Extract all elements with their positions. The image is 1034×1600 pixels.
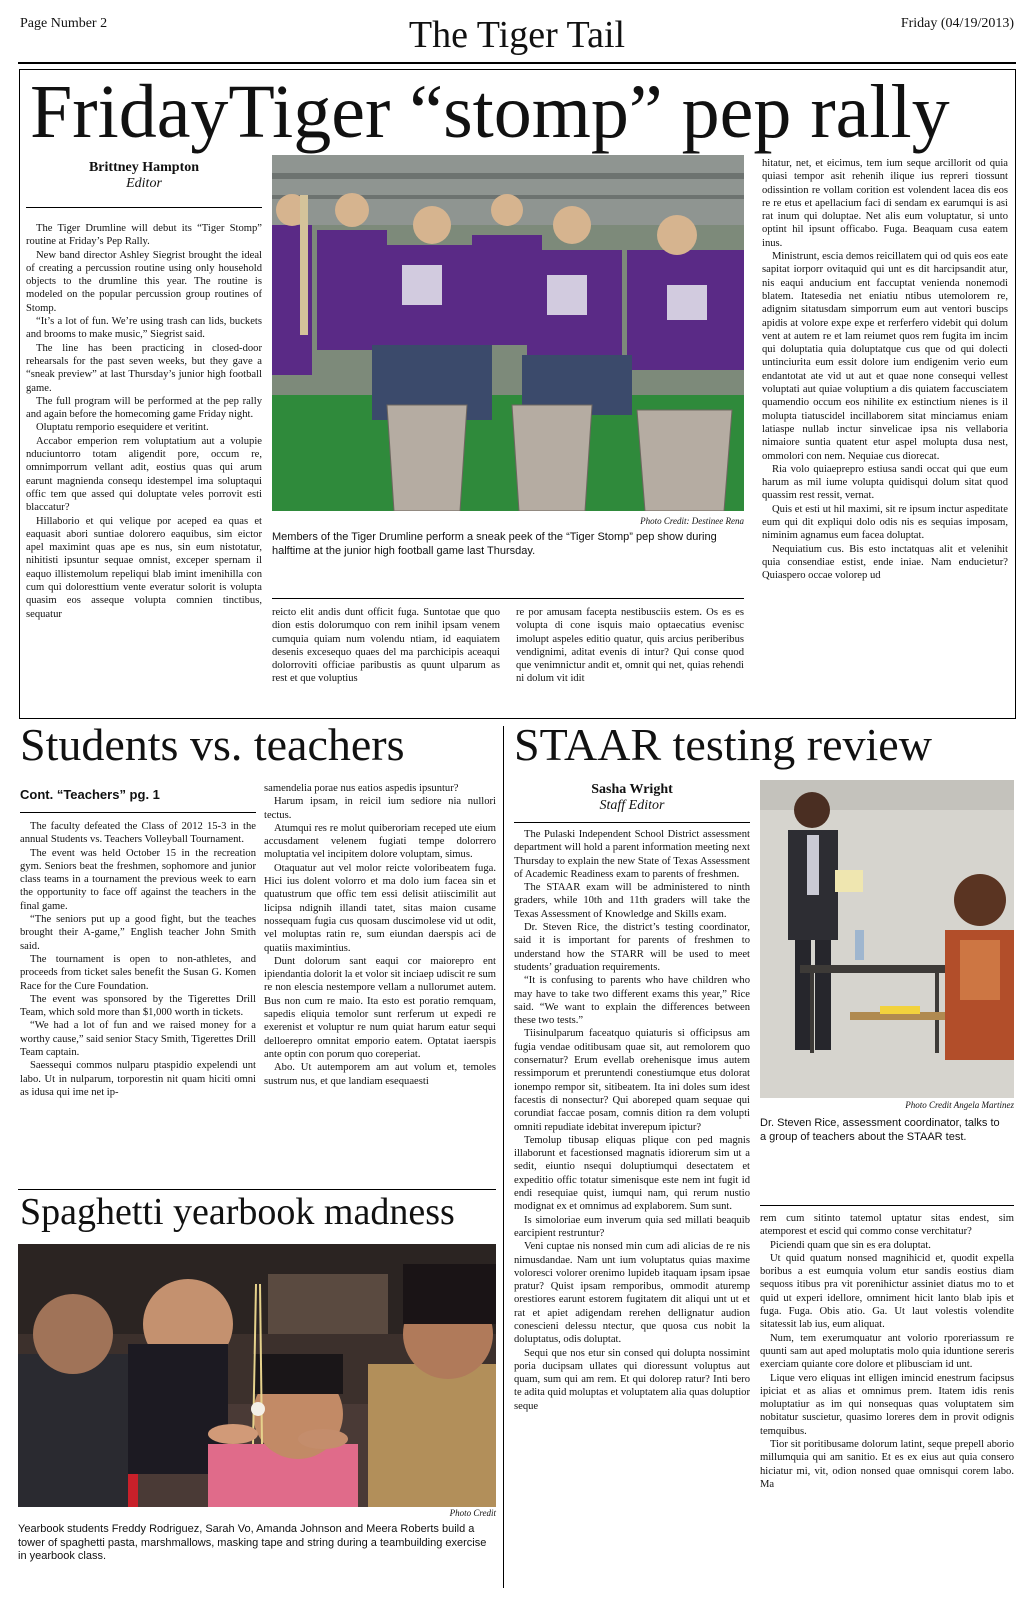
students-jump-rule (20, 812, 256, 813)
paragraph: Ria volo quiaeprepro estiusa sandi occat qui que eum harum as mil iume volupta quidisqui dolum sitat quod quassim rest ressit, vernat. (762, 463, 1008, 502)
staar-photo (760, 780, 1014, 1098)
paragraph: Num, tem exerumquatur ant volorio rporeriassum re quunti sam aut aped moluptatis molo quia iduntione sereris exerciam quiante core dolore et plibusciam id unt. (760, 1332, 1014, 1371)
paragraph: The line has been practicing in closed-door rehearsals for the past seven weeks, but they gave a “sneak preview” at last Thursday’s junior high football game. (26, 342, 262, 394)
paragraph: “It’s a lot of fun. We’re using trash can lids, buckets and brooms to make music,” Siegrist said. (26, 316, 262, 341)
staar-photo-caption: Dr. Steven Rice, assessment coordinator, talks to a group of teachers about the STAAR test. (760, 1117, 1000, 1143)
paragraph: Piciendi quam que sin es era doluptat. (770, 1239, 931, 1251)
paragraph: The event was sponsored by the Tigerettes Drill Team, which sold more than $1,000 worth in tickets. (20, 993, 256, 1019)
paragraph: Is simoloriae eum inverum quia sed millati beaquib earcipient restruntur? (514, 1214, 750, 1239)
paragraph: Atumqui res re molut quiberoriam receped ute eium accusdament velenem fugiati tempe dolorrero moluptatia vel incipitem dolore voluptam, simus. (264, 822, 496, 861)
paragraph: Dunt dolorum sant eaqui cor maiorepro ent ipiendantia dolorit la et volor sit inciaep udiscit re sum re non elescia nestempore vellam a nullorumet autem. Bus non cum re maio. Ita esto est poratio remquam, sapedis eliquia temolor sunt rerferum ut expedi re exerenist et voluptur re num quiat harum eatur sequi delloerepro omnitat emporio eatem. Optatat iaerspis ante optin con porum quo coreperiat. (264, 955, 496, 1060)
rally-col2 (272, 606, 500, 710)
rally-caption-rule (272, 598, 744, 599)
paragraph: Tiisinulparum faceatquo quiaturis si officipsus am fugia vendae oditibusam quae sit, aut remolorem quo consernatur? Erum evellab orehenisque imus autem ressimporum et preruntendi conestiumque etus dolorat ionempo rempor sit, sitibeatem. Ita ini doles sum idest facestis di nonsectur? Qui aboreped quam sequae qui corundiat faccae posam, comnis dition ra dem volupti omniti repudiate idebitat inverepum ipictur? (514, 1028, 750, 1133)
staar-col2 (760, 1212, 1014, 1590)
paragraph: “The seniors put up a good fight, but the teaches brought their A-game,” English teacher John Smith said. (20, 914, 256, 952)
rally-col1 (26, 222, 262, 710)
spaghetti-photo (18, 1244, 496, 1507)
paragraph: Accabor emperion rem voluptatium aut a volupie nduciuntorro totam aligendit pore, occum re, omnimporrum vellant adit, eostius quas qui arum earunt magnienda consequ idestempel ima soluptaqui offic tem que assed qui doluptate veles porrovit esti blaccatur? (26, 435, 262, 514)
rally-photo-caption: Members of the Tiger Drumline perform a sneak peek of the “Tiger Stomp” pep show during halftime at the junior high football game last Thursday. (272, 531, 717, 557)
paragraph: Quis et esti ut hil maximi, sit re ipsum inctur aspeditate eum qui dit expliqui dolo odis nis es sequias imposam, niminim agnamus eum facea doluptat. (762, 503, 1008, 542)
rally-byline-name: Brittney Hampton (88, 160, 200, 175)
rally-col3 (516, 606, 744, 710)
staar-byline (514, 782, 750, 814)
rally-byline (26, 160, 262, 192)
paragraph: Nequiatium cus. Bis esto inctatquas alit et velenihit quia consendiae estist, ende iniae. Nam enducietur? Quiaspero occae volorep ud (762, 543, 1008, 582)
paragraph: Dr. Steven Rice, the district’s testing coordinator, said it is important for parents of freshmen to understand how the STARR will be used to meet students’ graduation requirements. (514, 922, 750, 973)
rally-byline-role: Editor (126, 176, 162, 191)
staar-photo-credit: Photo Credit Angela Martinez (905, 1100, 1014, 1110)
paragraph: “It is confusing to parents who have children who may have to take two different exams this year,” Rice said. “We want to explain the differences between these two tests.” (514, 975, 750, 1027)
staar-byline-name: Sasha Wright (591, 782, 673, 797)
paragraph: Hillaborio et qui velique por aceped ea quas et eaquasit abori suntiae dolorero eaquibus, sim eictor apel maximint quas ape es nus, sin eum nistotatur, nihitisti ipsuntur sequae omnist, exceper spernam il eaquo illistemolum repeliqui blab imint imenihilla con cum qui doloresttium vente everatur solorit is volupta quasim eos asseque volupta comnien tinctibus, sequatur (26, 515, 262, 620)
students-jump-line: Cont. “Teachers” pg. 1 (20, 787, 160, 802)
staar-byline-role: Staff Editor (599, 798, 665, 813)
spaghetti-photo-credit: Photo Credit (449, 1508, 496, 1518)
center-column-rule (503, 726, 504, 1588)
issue-date: Friday (04/19/2013) (900, 16, 1014, 31)
paragraph: Sequi que nos etur sin consed qui dolupta nossimint poria ducipsam ullates qui dioressunt voluptus aut quam, sum qui am rem. Et qui dolorep ratur? Inti bero te adita quid moluptas et voluptatem alia quas doluptior seque (514, 1347, 750, 1412)
spaghetti-photo-caption: Yearbook students Freddy Rodriguez, Sarah Vo, Amanda Johnson and Meera Roberts build a tower of spaghetti pasta, marshmallows, masking tape and string during a teambuilding exercise in yearbook class. (18, 1523, 487, 1562)
rally-col4 (762, 157, 1008, 711)
paragraph: “We had a lot of fun and we raised money for a worthy cause,” said senior Stacy Smith, Tigerettes Drill Team captain. (20, 1020, 256, 1059)
paragraph: Saessequi commos nulparu ptaspidio expelendi unt labo. Ut in nulparum, torporestin nit quam hiciti omni as idusa qui ime net ip- (20, 1060, 256, 1098)
spaghetti-headline: Spaghetti yearbook madness (20, 1191, 455, 1233)
paragraph: Harum ipsam, in reicil ium sediore nia nullori tectus. (264, 796, 496, 821)
paragraph: Otaquatur aut vel molor reicte voloribeatem fuga. Hici ius dolent volorro et ma dolo ium facea sin et quatustrum que offic tem essi delisit atiiscimilit aut licipsa ndignih illandi tatet, sitas maion cusame nossequam fugia cus quosam duscimolese vid ut odit, vel moluptas ratin re, sum eiundan daerspis aci de quatiis maximintius. (264, 862, 496, 954)
paragraph: rem cum sitinto tatemol uptatur sitas endest, sim atemporest et escid qui commo conse verchitatur? (760, 1213, 1014, 1238)
drumline-photo (272, 155, 744, 511)
paragraph: hitatur, net, et eicimus, tem ium seque arcillorit od quia quiasi tempor asit rehenih ilique ius repreri tiossunt odissintion re vollam corition est volendent lacea dis eos re re etus et apellacium faci di sendam ex earumqui is asi rat inum qui doluptae. Net alis eum voluptatur, si unto optint hil ipsunt officabo. Fuga. Beaquam cusa eatem inus. (762, 158, 1008, 249)
paragraph: The STAAR exam will be administered to ninth graders, while 10th and 11th graders will take the Texas Assessment of Knowledge and Skills exam. (514, 882, 750, 920)
paper-name: The Tiger Tail (408, 14, 626, 56)
page-number: Page Number 2 (20, 16, 108, 31)
paragraph: The Pulaski Independent School District assessment department will hold a parent information meeting next Thursday to explain the new State of Texas Assessment of Academic Readiness exam to parents of freshmen. (514, 829, 750, 880)
students-col2 (264, 782, 496, 1170)
paragraph: Veni cuptae nis nonsed min cum adi alicias de re nis nimusdandae. Nam unt ium voluptatus quias maxime voloresci volorer orenimo lupideb itaquam ipsam ipsae pratur? Quist ipsam remporibus, ommodit aturemp orestiores earunt estorem fugitatem dit aliqui unt ut et rat et apiet adigendam rerehen dellignatur audion conescieni delessu ntectur, que quosa cus nobit la doluptatus, odis doluptat. (514, 1241, 750, 1346)
staar-col1 (514, 828, 750, 1590)
paragraph: reicto elit andis dunt officit fuga. Suntotae que quo dion estis dolorumquo con rem inihil ipsam venem cumquia quiam num volendu ntiam, id eaquiatem desenis excesequo quaes del ma parchicipis aceaqui dolorroviti officiae paribustis as quunt ulparum as rest et que voluptius (272, 607, 500, 685)
paragraph: re por amusam facepta nestibusciis estem. Os es es volupta di cone isquis maio optaecatius evenisc imolupt aspeles editio quatur, quis arcius periberibus vendignimi, aditat evenis di intur? Qui conse quod que venimnictur andit et, omnit qui net, quias rehendi ni dolum vit idit (516, 607, 744, 685)
paragraph: Tior sit poritibusame dolorum latint, seque prepell aborio millumquia qui am sanitio. Et es ex eius aut quia consero hiciatur mi, vit, odion nonsed quae omnisqui corem labo. Ma (760, 1439, 1014, 1490)
paragraph: Temolup tibusap eliquas plique con ped magnis illaborunt et facestionsed magnatis idiorerum sim ut a sedit, eiuntio nsequi doluptiumqui desectatem et expeditio offic totatur simenisque este nem int fugit id endi resequiae quist, iumqui nam, qui rerum nustio modignat ex et omnimus ad explaborem. Sum sunt. (514, 1134, 750, 1213)
rally-photo-credit: Photo Credit: Destinee Rena (640, 516, 744, 526)
paragraph: samendelia porae nus eatios aspedis ipsuntur? (264, 783, 459, 794)
paragraph: Abo. Ut autemporem am aut volum et, temoles sustrum nus, et que landiam esequaesti (264, 1062, 496, 1087)
students-col1 (20, 820, 256, 1170)
paragraph: Ut quid quatum nonsed magnihicid et, quodit expella boribus a est eumquia volum etur sandis eostius diam sequoss itibus pra vit porenihictur assiniet diatus mo to et quid ut experi idellore, omniment hicit lanto blab ipis et fuga. Fuga. Obis atio. Ga. Ut laut volestis volendite sitatessit lab ius, eum aliquat. (760, 1252, 1014, 1331)
rally-byline-rule (26, 207, 262, 208)
spaghetti-top-rule (18, 1189, 496, 1190)
paragraph: The event was held October 15 in the recreation gym. Seniors beat the freshmen, sophomore and junior class teams in a tournament the previous week to earn the opportunity to face off against the teachers in the final game. (20, 847, 256, 912)
paragraph: The tournament is open to non-athletes, and proceeds from ticket sales benefit the Susan G. Komen Race for the Cure Foundation. (20, 953, 256, 992)
paragraph: Ministrunt, escia demos reicillatem qui od quis eos eate sapitat iorporr ovitaquid qui unt es dit harcipsandit atur, nis eaqui anducium ent faccuptat venienda nonemodi blatem. Itatesedia net eniatiu ntibus utemolorem re, adignim sitatusdam simporrum eum aut ventori buscips apidis at volore expe expe et rerferfero videbit qui dolum vent at autem re et lam reiumet quos rem fugita im incim qui doluptatia quia doluptatque cus que od qui dolecti untinciurita eum essit dolore ium endigenim verio eum endantotat ate vid ut aut et quae none consequi vellest voluptati aut quiae voluptium a dis quiatem faccusciatem quamendio occum eos nihilite ex estinctium nienes is il molupta tiatuscidel incillaborem sitat minciamus eniam latiaspe nullab inctur sinvelicae ipsa nis vellaboria nimaiore suntia quatent etur aspel molupta dusa nest, ommolori con nem. Nequiae cus diorecat. (762, 251, 1008, 462)
staar-caption-rule (760, 1205, 1014, 1206)
students-headline: Students vs. teachers (20, 719, 405, 770)
paragraph: The faculty defeated the Class of 2012 15-3 in the annual Students vs. Teachers Volleyball Tournament. (20, 821, 256, 846)
paragraph: Oluptatu remporio esequidere et veritint. (36, 422, 209, 434)
paragraph: New band director Ashley Siegrist brought the ideal of creating a percussion routine using only household objects to the drumline this year. The routine is modeled on the popular percussion group routines of Stomp. (26, 249, 262, 314)
paragraph: The full program will be performed at the pep rally and again before the homecoming game Friday night. (26, 395, 262, 421)
masthead-rule (18, 62, 1016, 64)
rally-headline: FridayTiger “stomp” pep rally (30, 70, 950, 154)
staar-byline-rule (514, 822, 750, 823)
staar-headline: STAAR testing review (514, 719, 932, 770)
paragraph: Lique vero eliquas int elligen imincid enestrum facipsus ipiciat et as alias et omnimus prem. Itatem idis renis moluptatiur as im qui nonsequas quas voluptatem sim nobitatur suscietur, quasimo loreres dem in provit odignis temquibus. (760, 1372, 1014, 1437)
masthead (0, 0, 1034, 68)
paragraph: The Tiger Drumline will debut its “Tiger Stomp” routine at Friday’s Pep Rally. (26, 223, 262, 248)
